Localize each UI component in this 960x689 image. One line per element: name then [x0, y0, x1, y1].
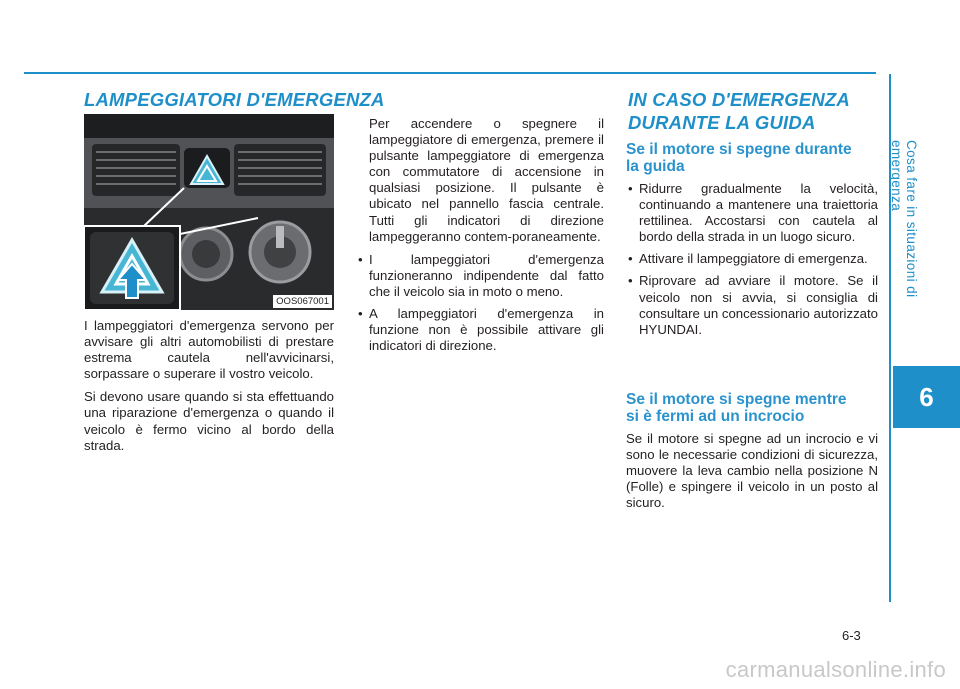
list-item: • Riprovare ad avviare il motore. Se il veicolo non si avvia, si consiglia di consultare un concessionario autorizzato HYUNDAI. — [626, 273, 878, 337]
chapter-number-tab: 6 — [893, 366, 960, 428]
engine-stall-driving-heading — [626, 141, 852, 175]
emergency-driving-title — [628, 88, 850, 134]
paragraph: I lampeggiatori d'emergenza servono per avvisare gli altri automobilisti di prestare estrema cautela nell'avvicinarsi, sorpassare o superare il vostro veicolo. — [84, 318, 334, 382]
middle-column-text — [356, 116, 604, 360]
hazard-lights-title: LAMPEGGIATORI D'EMERGENZA — [84, 89, 385, 110]
engine-stall-driving-list — [626, 181, 878, 344]
list-item: • A lampeggiatori d'emergenza in funzione non è possibile attivare gli indicatori di direzione. — [356, 306, 604, 354]
left-column-text — [84, 318, 334, 461]
hazard-button-photo — [84, 114, 334, 310]
title-line: DURANTE LA GUIDA — [628, 112, 816, 133]
top-divider — [24, 72, 876, 74]
chapter-side-title: Cosa fare in situazioni di emergenza — [889, 140, 919, 298]
dashboard-illustration — [84, 114, 334, 310]
watermark: carmanualsonline.info — [725, 657, 946, 682]
image-code-label: OOS067001 — [273, 295, 332, 308]
intro-paragraph: Per accendere o spegnere il lampeggiatore di emergenza, premere il pulsante lampeggiatore di emergenza con commutatore di accensione in qualsiasi posizione. Il pulsante è ubicato nel pannello fascia centrale. Tutti gli indicatori di direzione lampeggeranno contem-poraneamente. — [369, 116, 604, 244]
list-item: • Ridurre gradualmente la velocità, continuando a mantenere una traiettoria rettilinea. Accostarsi con cautela al bordo della strada in un luogo sicuro. — [626, 181, 878, 245]
page-number: 6-3 — [842, 628, 861, 643]
paragraph: Se il motore si spegne ad un incrocio e vi sono le necessarie condizioni di sicurezza, muovere la leva cambio nella posizione N (Folle) e spingere il veicolo in un posto al sicuro. — [626, 431, 878, 511]
list-item: • Attivare il lampeggiatore di emergenza. — [626, 251, 878, 267]
heading-line: Se il motore si spegne mentre — [626, 391, 847, 408]
list-item: • I lampeggiatori d'emergenza funzioneranno indipendente dal fatto che il veicolo sia in moto o meno. — [356, 252, 604, 300]
heading-line: si è fermi ad un incrocio — [626, 408, 805, 425]
hazard-bullet-list — [356, 252, 604, 355]
heading-line: la guida — [626, 158, 685, 175]
heading-line: Se il motore si spegne durante — [626, 141, 852, 158]
paragraph: Si devono usare quando si sta effettuando una riparazione d'emergenza o quando il veicolo è fermo vicino al bordo della strada. — [84, 389, 334, 453]
title-line: IN CASO D'EMERGENZA — [628, 89, 850, 110]
engine-stall-intersection-heading — [626, 391, 847, 425]
engine-stall-intersection-text — [626, 431, 878, 518]
